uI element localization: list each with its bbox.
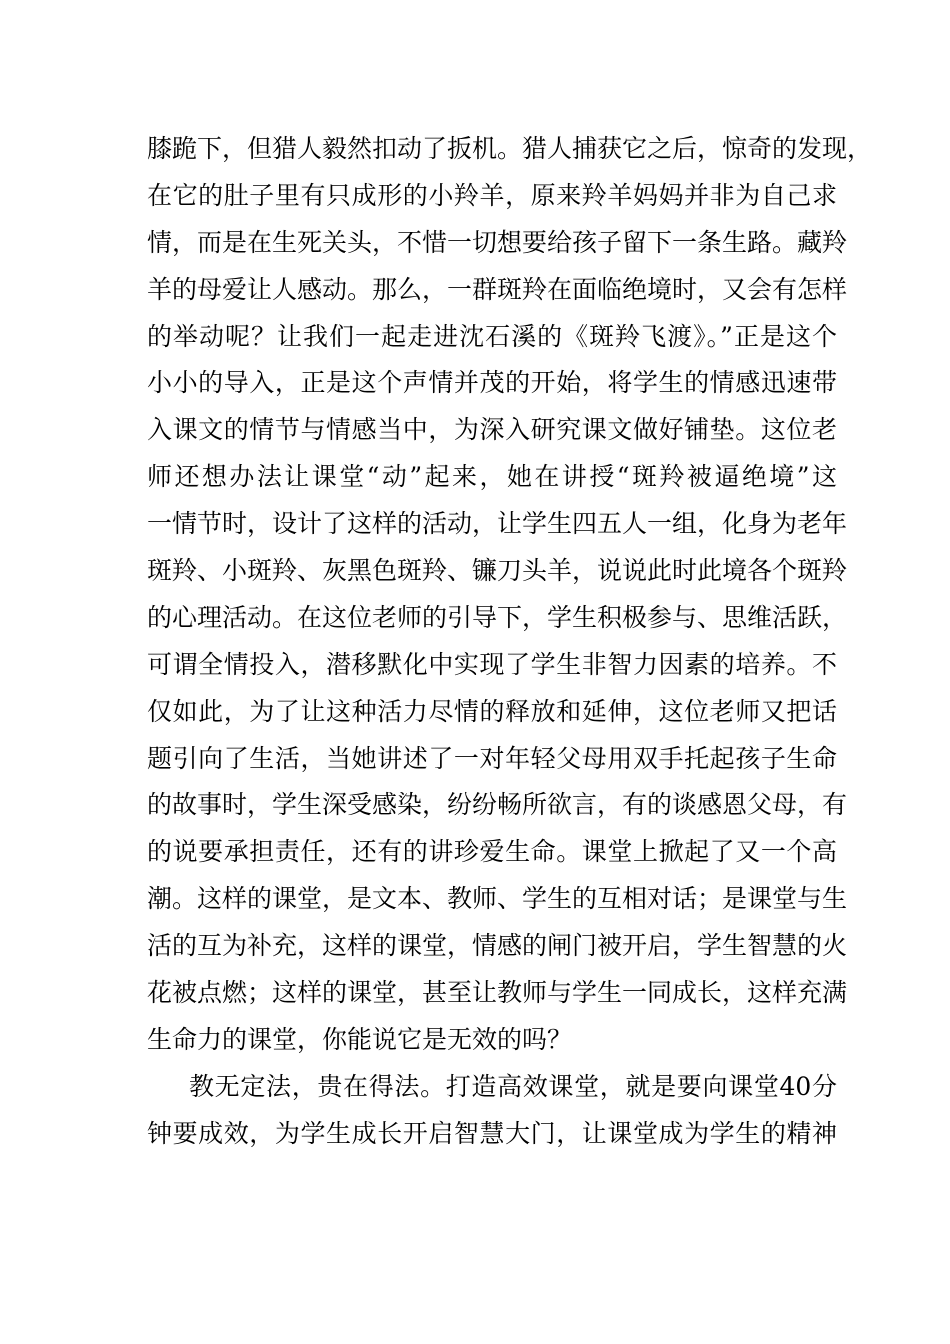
text-line: 羊的母爱让人感动。那么，一群斑羚在面临绝境时，又会有怎样 <box>147 274 848 304</box>
text-line: 入课文的情节与情感当中，为深入研究课文做好铺垫。这位老 <box>147 415 837 445</box>
text-line: 的说要承担责任，还有的讲珍爱生命。课堂上掀起了又一个高 <box>147 837 837 867</box>
body-text <box>147 126 873 1158</box>
paragraph-start-line: 教无定法，贵在得法。打造高效课堂，就是要向课堂40分 <box>189 1071 837 1101</box>
text-line: 钟要成效，为学生成长开启智慧大门，让课堂成为学生的精神 <box>147 1118 837 1148</box>
text-line: 花被点燃；这样的课堂，甚至让教师与学生一同成长，这样充满 <box>147 978 848 1008</box>
text-line: 仅如此，为了让这种活力尽情的释放和延伸，这位老师又把话 <box>147 696 837 726</box>
text-line: 生命力的课堂，你能说它是无效的吗？ <box>147 1024 573 1054</box>
text-line: 小小的导入，正是这个声情并茂的开始，将学生的情感迅速带 <box>147 368 837 398</box>
text-line: 潮。这样的课堂，是文本、教师、学生的互相对话；是课堂与生 <box>147 884 848 914</box>
text-line: 的举动呢？让我们一起走进沈石溪的《斑羚飞渡》。”正是这个 <box>147 321 837 351</box>
text-line: 可谓全情投入，潜移默化中实现了学生非智力因素的培养。不 <box>147 649 837 679</box>
text-line: 题引向了生活，当她讲述了一对年轻父母用双手托起孩子生命 <box>147 743 837 773</box>
text-line: 情，而是在生死关头，不惜一切想要给孩子留下一条生路。藏羚 <box>147 227 848 257</box>
text-line: 一情节时，设计了这样的活动，让学生四五人一组，化身为老年 <box>147 509 848 539</box>
text-line: 的心理活动。在这位老师的引导下，学生积极参与、思维活跃， <box>147 602 848 632</box>
text-line: 活的互为补充，这样的课堂，情感的闸门被开启，学生智慧的火 <box>147 931 848 961</box>
text-line: 的故事时，学生深受感染，纷纷畅所欲言，有的谈感恩父母，有 <box>147 790 848 820</box>
text-line: 膝跪下，但猎人毅然扣动了扳机。猎人捕获它之后，惊奇的发现， <box>147 134 873 163</box>
text-line: 斑羚、小斑羚、灰黑色斑羚、镰刀头羊，说说此时此境各个斑羚 <box>147 556 848 586</box>
text-line: 在它的肚子里有只成形的小羚羊，原来羚羊妈妈并非为自己求 <box>147 180 837 210</box>
text-line: 师还想办法让课堂“动”起来，她在讲授“斑羚被逼绝境”这 <box>147 462 837 492</box>
